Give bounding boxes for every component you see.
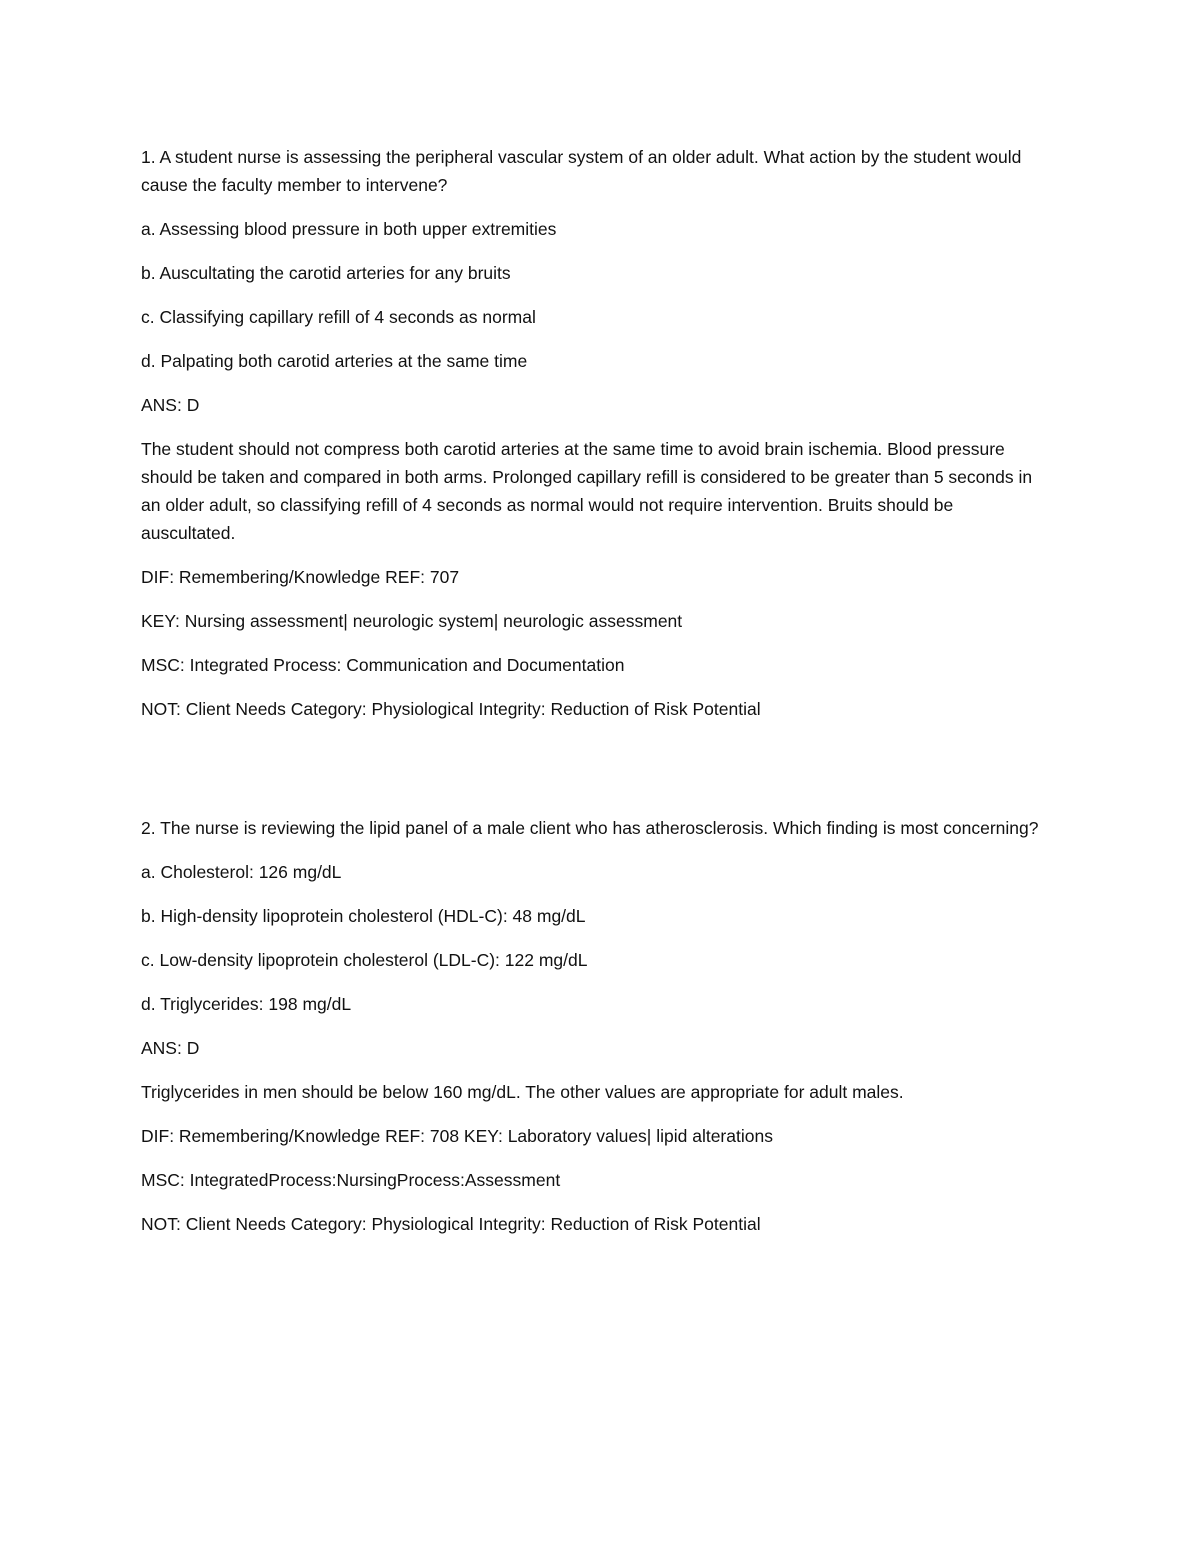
document-page	[141, 143, 1051, 1254]
question-1-option-d: d. Palpating both carotid arteries at the same time	[141, 351, 528, 371]
question-1-key: KEY: Nursing assessment| neurologic system| neurologic assessment	[141, 611, 683, 631]
question-2	[141, 814, 1051, 1238]
question-1-answer: ANS: D	[141, 395, 200, 415]
question-1-not: NOT: Client Needs Category: Physiological Integrity: Reduction of Risk Potential	[141, 699, 761, 719]
question-1	[141, 143, 1051, 723]
question-1-option-b: b. Auscultating the carotid arteries for any bruits	[141, 263, 511, 283]
question-1-dif-ref: DIF: Remembering/Knowledge REF: 707	[141, 567, 460, 587]
question-2-msc: MSC: IntegratedProcess:NursingProcess:Assessment	[141, 1170, 561, 1190]
question-1-stem: 1. A student nurse is assessing the peripheral vascular system of an older adult. What action by the student would cause the faculty member to intervene?	[141, 147, 1022, 195]
question-2-option-b: b. High-density lipoprotein cholesterol (HDL-C): 48 mg/dL	[141, 906, 586, 926]
question-2-stem: 2. The nurse is reviewing the lipid panel of a male client who has atherosclerosis. Which finding is most concerning?	[141, 818, 1039, 838]
question-1-option-a: a. Assessing blood pressure in both upper extremities	[141, 219, 557, 239]
question-2-option-d: d. Triglycerides: 198 mg/dL	[141, 994, 352, 1014]
question-2-rationale: Triglycerides in men should be below 160 mg/dL. The other values are appropriate for adult males.	[141, 1082, 904, 1102]
question-1-msc: MSC: Integrated Process: Communication and Documentation	[141, 655, 625, 675]
question-2-dif-ref-key: DIF: Remembering/Knowledge REF: 708 KEY: Laboratory values| lipid alterations	[141, 1126, 773, 1146]
question-1-rationale: The student should not compress both carotid arteries at the same time to avoid brain ischemia. Blood pressure should be taken and compared in both arms. Prolonged capillary refill is considered to be greater than 5 seconds in an older adult, so classifying refill of 4 seconds as normal would not require intervention. Bruits should be auscultated.	[141, 439, 1033, 543]
question-1-option-c: c. Classifying capillary refill of 4 seconds as normal	[141, 307, 536, 327]
question-2-option-a: a. Cholesterol: 126 mg/dL	[141, 862, 342, 882]
question-2-answer: ANS: D	[141, 1038, 200, 1058]
question-2-not: NOT: Client Needs Category: Physiological Integrity: Reduction of Risk Potential	[141, 1214, 761, 1234]
question-2-option-c: c. Low-density lipoprotein cholesterol (LDL-C): 122 mg/dL	[141, 950, 588, 970]
